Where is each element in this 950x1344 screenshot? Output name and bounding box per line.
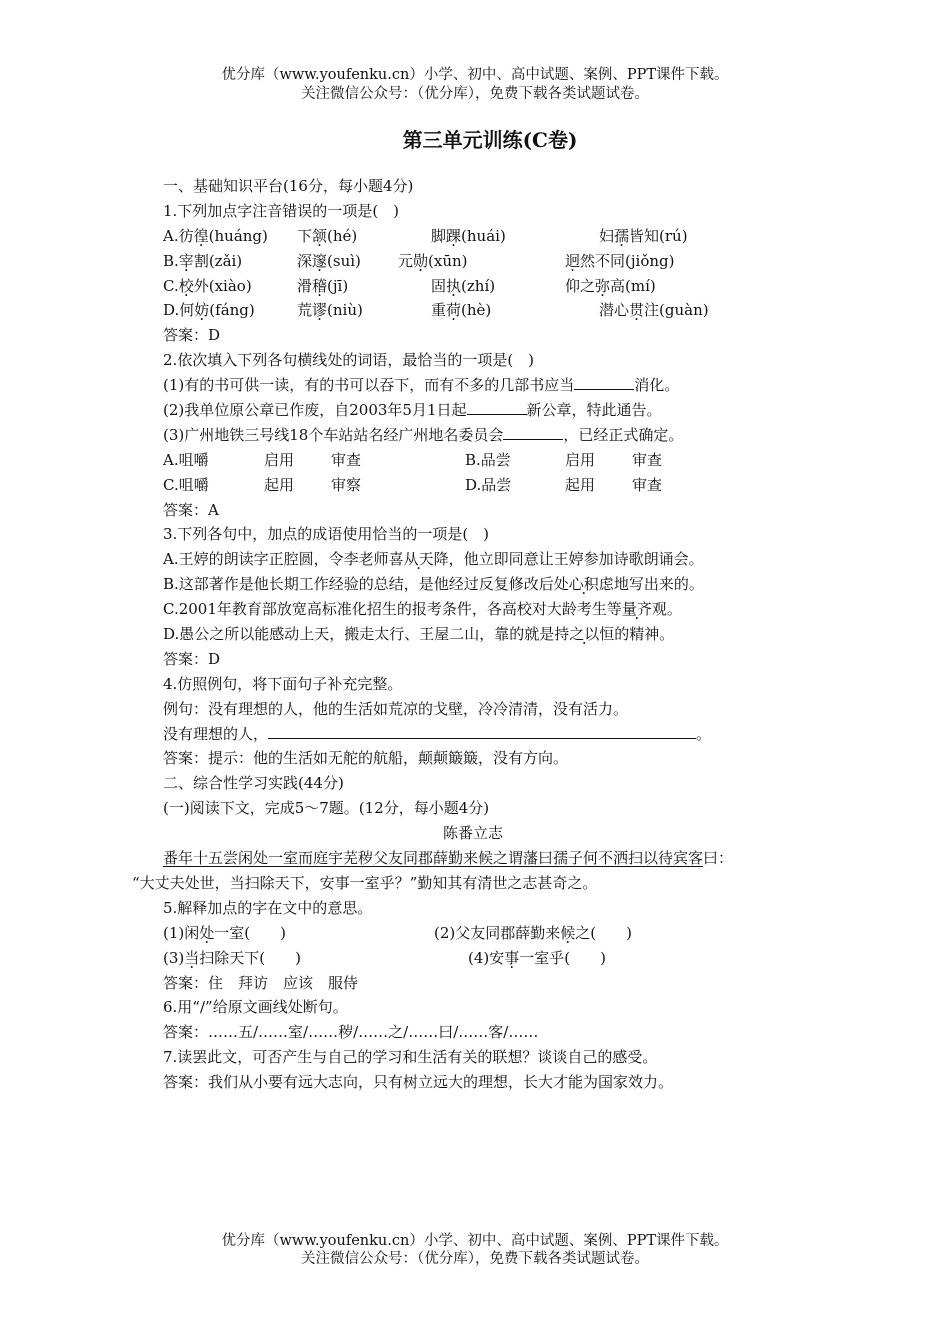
reading-intro: (一)阅读下文，完成5～7题。(12分，每小题4分): [163, 799, 490, 818]
q1-stem: 1.下列加点字注音错误的一项是( ): [163, 201, 400, 220]
section-2-heading: 二、综合性学习实践(44分): [163, 774, 344, 793]
reading-title: 陈番立志: [442, 824, 503, 843]
q2-sentence-3: (3)广州地铁三号线18个车站站名经广州地名委员会 ，已经正式确定。: [163, 425, 684, 444]
q1-option-b: B.宰割(zǎi) 深邃(suì) 元勋(xūn) 迥然不同(jiǒng): [163, 251, 675, 270]
q5-items-1-2: (1)闲处一室( ) (2)父友同郡薛勤来候之( ): [163, 923, 632, 942]
q6-stem: 6.用“/”给原文画线处断句。: [163, 998, 348, 1017]
q7-stem: 7.读罢此文，可否产生与自己的学习和生活有关的联想？谈谈自己的感受。: [163, 1048, 658, 1067]
q4-stem: 4.仿照例句，将下面句子补充完整。: [163, 674, 403, 693]
footer-line-1: 优分库（www.youfenku.cn）小学、初中、高中试题、案例、PPT课件下载。: [221, 1233, 729, 1249]
q2-sentence-2: (2)我单位原公章已作废，自2003年5月1日起 新公章，特此通告。: [163, 401, 662, 420]
q2-sentence-1: (1)有的书可供一读，有的书可以吞下，而有不多的几部书应当 消化。: [163, 376, 680, 395]
reading-paragraph-line-2: “大丈夫处世，当扫除天下，安事一室乎？”勤知其有清世之志甚奇之。: [132, 873, 598, 892]
q5-items-3-4: (3)当扫除天下( ) (4)安事一室乎( ): [163, 948, 606, 967]
section-1-heading: 一、基础知识平台(16分，每小题4分): [163, 177, 414, 195]
q2-options-ab: A.咀嚼 启用 审查 B.品尝 启用 审查: [163, 450, 663, 469]
q3-option-d: D.愚公之所以能感动上天，搬走太行、王屋二山，靠的就是持之以恒的精神。: [163, 625, 675, 644]
q2-answer: 答案：A: [163, 500, 219, 519]
q3-stem: 3.下列各句中，加点的成语使用恰当的一项是( ): [163, 525, 490, 544]
q6-answer: 答案：……五/……室/……秽/……之/……曰/……客/……: [163, 1023, 539, 1042]
q2-stem: 2.依次填入下列各句横线处的词语，最恰当的一项是( ): [163, 351, 535, 370]
page-title: 第三单元训练(C卷): [402, 128, 578, 152]
q1-answer: 答案：D: [163, 326, 221, 345]
q7-answer: 答案：我们从小要有远大志向，只有树立远大的理想，长大才能为国家效力。: [163, 1073, 674, 1092]
footer-line-2: 关注微信公众号：（优分库），免费下载各类试题试卷。: [301, 1251, 649, 1267]
q3-option-a: A.王婷的朗读字正腔圆，令李老师喜从天降，他立即同意让王婷参加诗歌朗诵会。: [163, 550, 704, 569]
document-body: [132, 174, 863, 1095]
q3-answer: 答案：D: [163, 649, 221, 668]
q4-example: 例句：没有理想的人，他的生活如荒凉的戈壁，冷冷清清，没有活力。: [163, 699, 629, 718]
q4-answer: 答案：提示：他的生活如无舵的航船，颠颠簸簸，没有方向。: [163, 749, 569, 768]
q5-stem: 5.解释加点的字在文中的意思。: [163, 898, 373, 917]
header-line-2: 关注微信公众号：（优分库），免费下载各类试题试卷。: [301, 86, 649, 102]
q1-option-c: C.校外(xiào) 滑稽(jī) 固执(zhí) 仰之弥高(mí): [163, 276, 656, 295]
q1-option-a: A.彷徨(huáng) 下颔(hé) 脚踝(huái) 妇孺皆知(rú): [163, 226, 688, 245]
q5-answer: 答案：住 拜访 应该 服侍: [163, 973, 359, 992]
q1-option-d: D.何妨(fáng) 荒谬(niù) 重荷(hè) 潜心贯注(guàn): [163, 301, 709, 320]
header-line-1: 优分库（www.youfenku.cn）小学、初中、高中试题、案例、PPT课件下载。: [221, 67, 729, 83]
reading-paragraph-line-1: 番年十五尝闲处一室而庭宇芜秽父友同郡薛勤来候之谓藩曰孺子何不洒扫以待宾客曰：: [163, 849, 734, 868]
q3-option-c: C.2001年教育部放宽高标准化招生的报考条件，各高校对大龄考生等量齐观。: [163, 600, 682, 619]
q2-options-cd: C.咀嚼 起用 审察 D.品尝 起用 审查: [163, 475, 663, 494]
q4-prompt: 没有理想的人， 。: [163, 724, 712, 743]
q3-option-b: B.这部著作是他长期工作经验的总结，是他经过反复修改后处心积虑地写出来的。: [163, 575, 704, 594]
